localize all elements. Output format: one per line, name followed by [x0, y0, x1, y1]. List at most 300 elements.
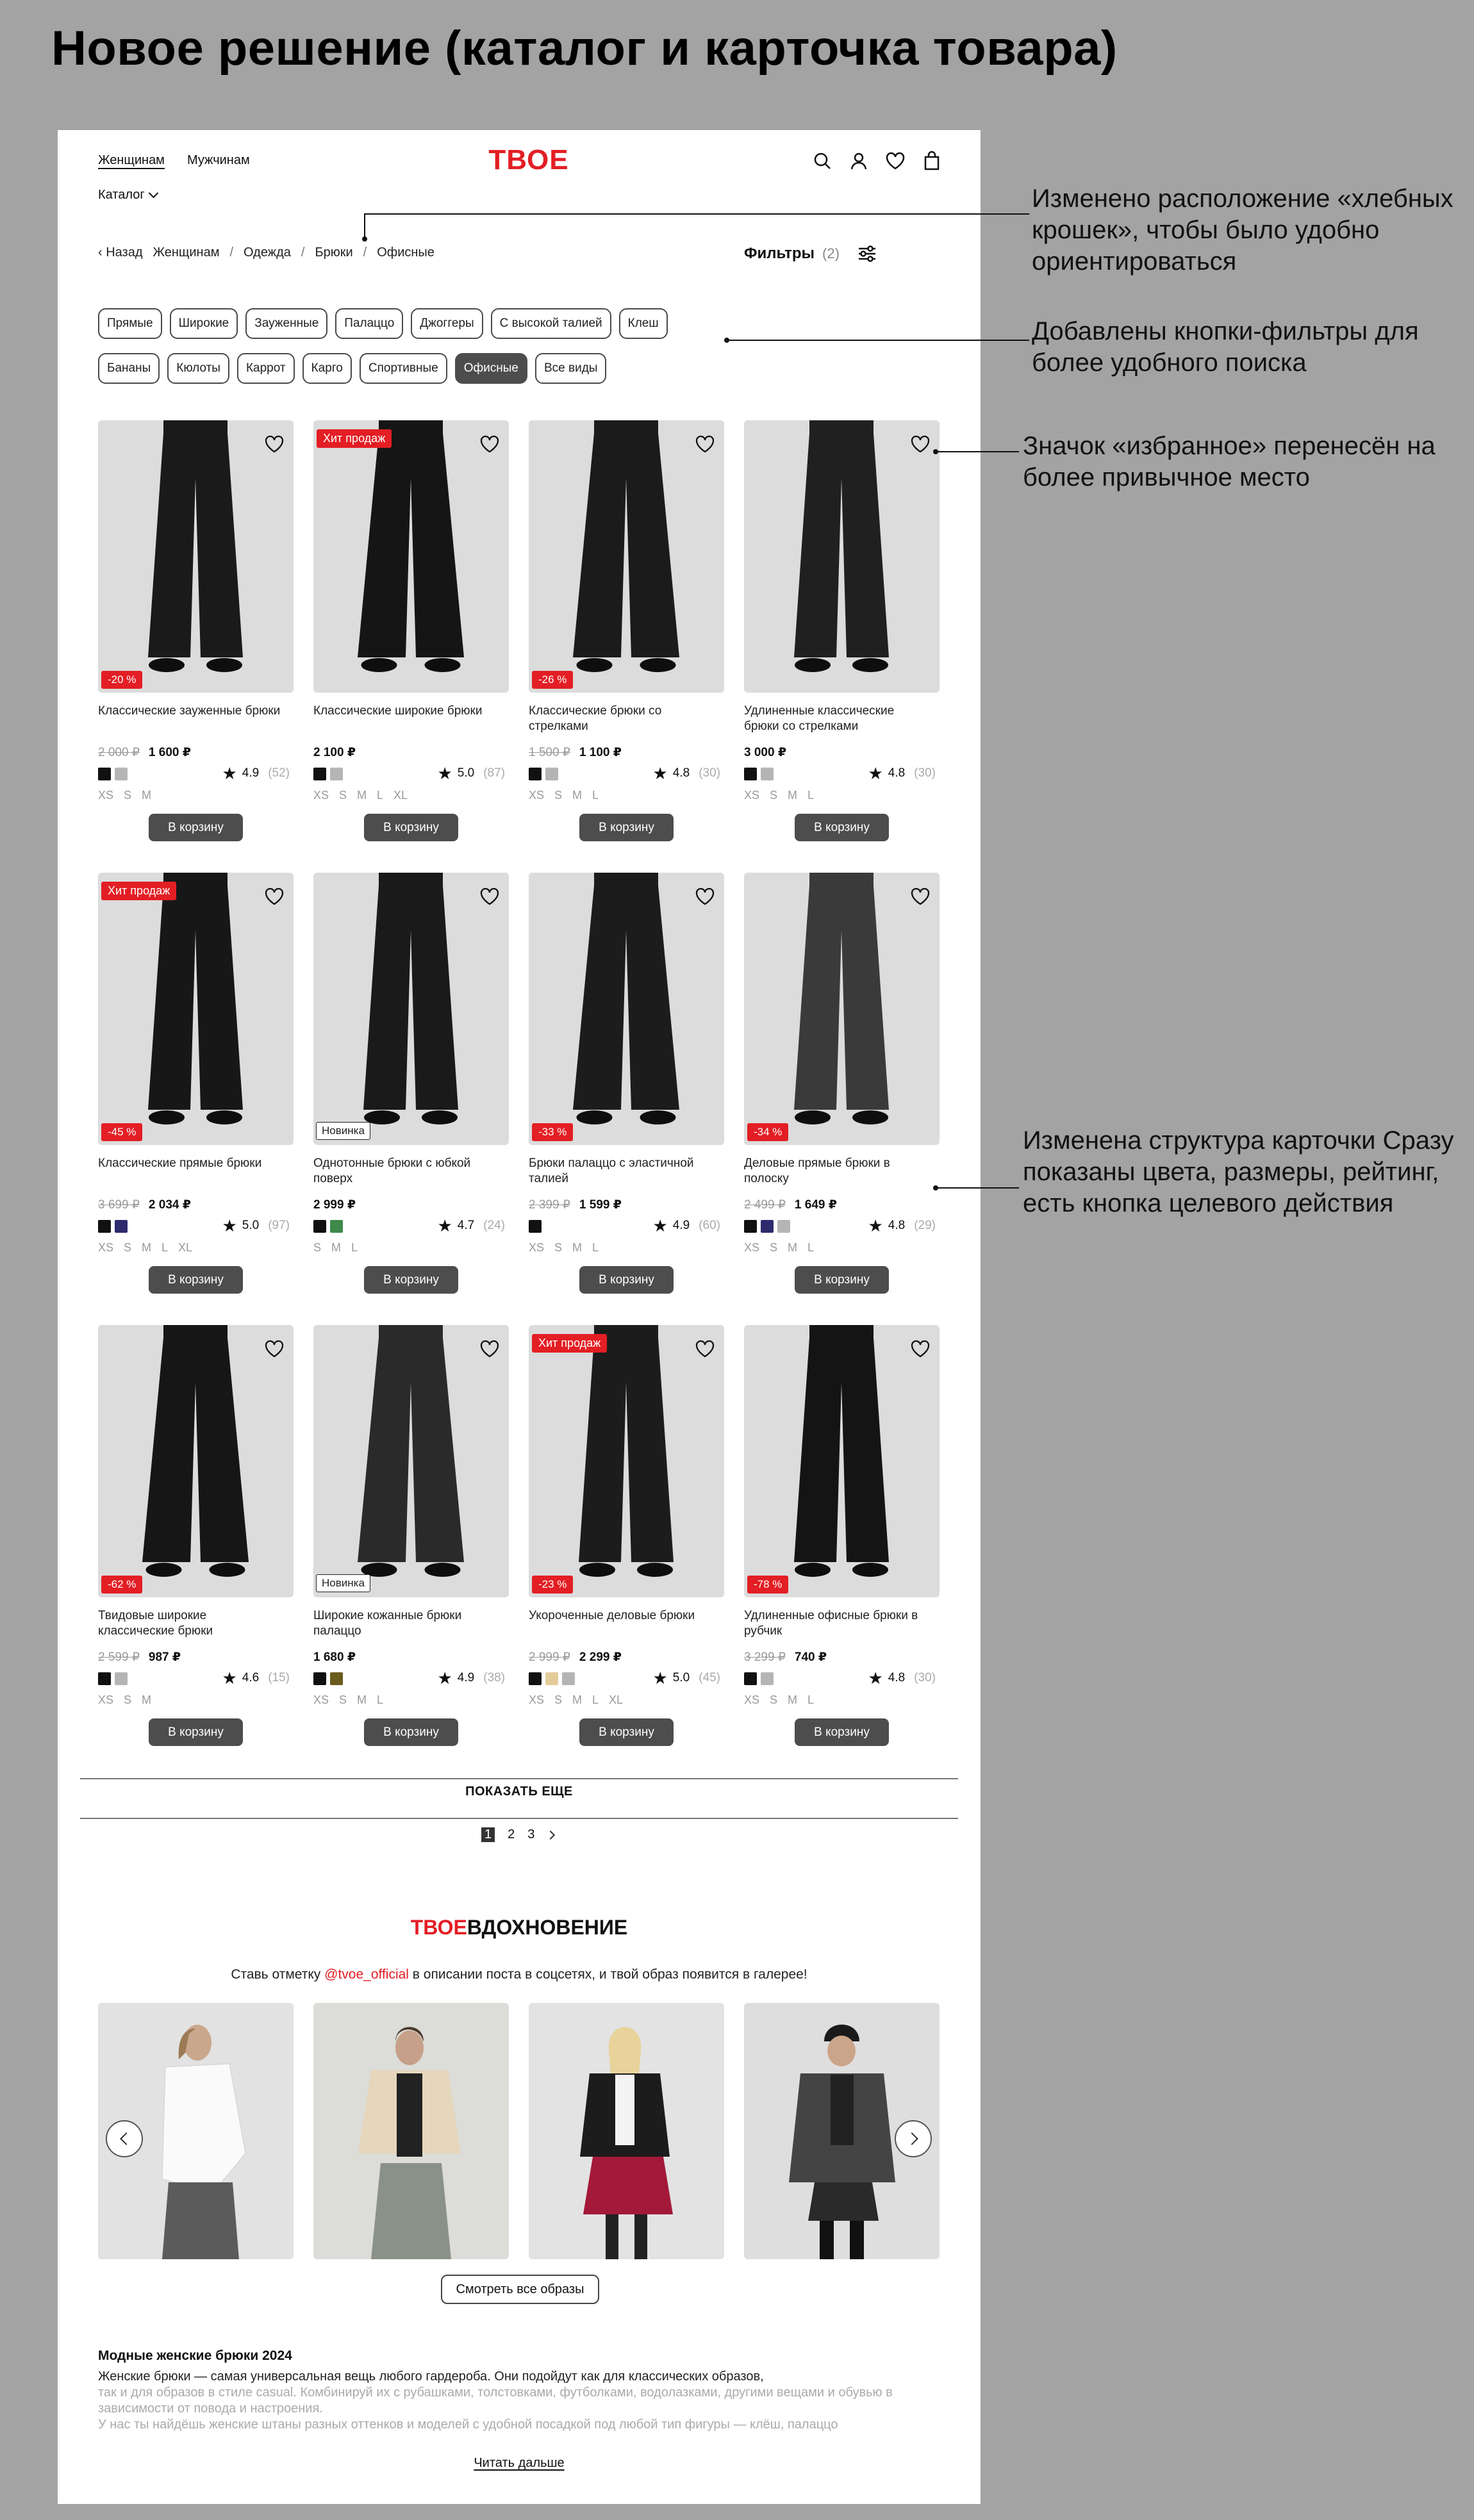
filter-chip[interactable]: Зауженные — [245, 308, 327, 339]
current-price: 2 999 ₽ — [313, 1198, 356, 1212]
size-option[interactable]: L — [377, 789, 384, 802]
rating-value: 5.0 — [242, 1219, 260, 1232]
pagination — [481, 1827, 554, 1842]
rating-value: 4.8 — [888, 766, 906, 780]
size-list — [744, 789, 814, 802]
color-swatches — [744, 1220, 790, 1233]
size-option[interactable]: L — [377, 1693, 384, 1706]
filter-chip[interactable]: Кюлоты — [167, 353, 229, 384]
nav-women[interactable]: Женщинам — [98, 153, 165, 167]
current-price: 2 100 ₽ — [313, 746, 356, 759]
size-list — [98, 1693, 151, 1707]
current-price: 1 680 ₽ — [313, 1651, 356, 1664]
rating-value: 4.8 — [888, 1219, 906, 1232]
filter-chip[interactable]: Джоггеры — [411, 308, 483, 339]
color-swatch[interactable] — [330, 768, 343, 780]
discount-badge: -23 % — [532, 1576, 573, 1594]
product-photo[interactable] — [98, 873, 294, 1145]
color-swatch[interactable] — [529, 1220, 542, 1233]
product-name[interactable]: Широкие кожанные брюки палаццо — [313, 1609, 462, 1638]
review-count: (30) — [914, 766, 936, 780]
filter-chip[interactable]: Все виды — [535, 353, 606, 384]
product-name[interactable]: Классические зауженные брюки — [98, 704, 281, 718]
product-photo[interactable] — [744, 1325, 940, 1597]
star-icon: ★ — [222, 1668, 237, 1688]
size-list — [98, 789, 151, 802]
breadcrumb-item[interactable]: Одежда — [244, 245, 291, 259]
size-list — [313, 789, 408, 802]
product-rating — [222, 1216, 290, 1235]
product-card[interactable] — [529, 873, 724, 1325]
favorite-heart-icon[interactable] — [910, 1339, 931, 1358]
color-swatch[interactable] — [562, 1672, 575, 1685]
size-option[interactable]: XL — [393, 789, 408, 802]
color-swatch[interactable] — [777, 1220, 790, 1233]
filters-button[interactable] — [744, 243, 878, 265]
color-swatch[interactable] — [115, 1672, 128, 1685]
breadcrumb-back[interactable]: ‹ Назад — [98, 245, 143, 259]
favorite-heart-icon[interactable] — [264, 434, 285, 454]
add-to-cart-button[interactable]: В корзину — [579, 1718, 674, 1746]
size-option[interactable]: M — [572, 789, 583, 802]
product-card[interactable] — [529, 420, 724, 873]
old-price: 1 500 ₽ — [529, 746, 570, 759]
size-option[interactable]: XL — [178, 1241, 193, 1254]
size-list — [744, 1693, 814, 1707]
star-icon: ★ — [652, 1668, 668, 1688]
rating-value: 4.9 — [242, 766, 260, 780]
product-card[interactable] — [98, 1325, 294, 1777]
gallery-prev-button[interactable] — [106, 2120, 143, 2157]
star-icon: ★ — [437, 1668, 452, 1688]
annotation-favorite: Значок «избранное» перенесён на более привычное место — [1023, 432, 1436, 491]
product-name[interactable]: Классические брюки со стрелками — [529, 704, 662, 733]
filter-chip[interactable]: Палаццо — [335, 308, 403, 339]
product-photo[interactable] — [529, 420, 724, 693]
color-swatch[interactable] — [313, 1672, 326, 1685]
product-card[interactable] — [744, 420, 940, 873]
product-rating — [222, 764, 290, 783]
add-to-cart-button[interactable]: В корзину — [795, 1718, 889, 1746]
old-price: 2 499 ₽ — [744, 1198, 786, 1212]
product-prices — [529, 1198, 622, 1212]
page-heading: Новое решение (каталог и карточка товара) — [51, 21, 1118, 76]
size-option[interactable]: M — [788, 1693, 798, 1706]
size-option[interactable]: S — [770, 1693, 778, 1706]
catalog-dropdown[interactable] — [98, 188, 157, 202]
divider — [80, 1818, 958, 1819]
breadcrumb-item[interactable]: Женщинам — [153, 245, 220, 259]
size-option[interactable]: S — [770, 1241, 778, 1254]
new-badge: Новинка — [316, 1122, 370, 1140]
product-card[interactable] — [313, 420, 509, 873]
product-name[interactable]: Удлиненные классические брюки со стрелками — [744, 704, 895, 733]
size-option[interactable]: S — [313, 1241, 322, 1254]
add-to-cart-button[interactable]: В корзину — [795, 1266, 889, 1294]
add-to-cart-button[interactable]: В корзину — [364, 1718, 458, 1746]
rating-value: 4.7 — [457, 1219, 475, 1232]
size-option[interactable]: XS — [98, 1693, 114, 1706]
product-image — [744, 873, 940, 1145]
review-count: (60) — [699, 1219, 720, 1232]
color-swatches — [98, 768, 128, 780]
product-photo[interactable] — [98, 420, 294, 693]
hit-badge: Хит продаж — [101, 882, 176, 900]
header-icons — [812, 151, 942, 171]
product-rating — [222, 1668, 290, 1688]
top-nav — [98, 153, 250, 168]
size-option[interactable]: S — [124, 1693, 132, 1706]
color-swatch[interactable] — [330, 1672, 343, 1685]
product-prices — [98, 1650, 181, 1665]
instagram-handle[interactable]: @tvoe_official — [324, 1967, 409, 1982]
size-option[interactable]: L — [807, 789, 815, 802]
breadcrumb-separator: / — [363, 245, 367, 259]
size-option[interactable]: L — [807, 1241, 815, 1254]
product-image — [98, 420, 294, 693]
old-price: 3 699 ₽ — [98, 1198, 140, 1212]
size-option[interactable]: S — [554, 1693, 563, 1706]
gallery-next-button[interactable] — [895, 2120, 932, 2157]
add-to-cart-button[interactable]: В корзину — [795, 814, 889, 841]
product-name[interactable]: Классические широкие брюки — [313, 704, 483, 718]
product-image — [529, 1325, 724, 1597]
product-card[interactable] — [529, 1325, 724, 1777]
add-to-cart-button[interactable]: В корзину — [149, 1718, 243, 1746]
filters-label: Фильтры — [744, 245, 815, 262]
size-option[interactable]: M — [331, 1241, 342, 1254]
product-rating — [437, 1668, 505, 1688]
product-name[interactable]: Твидовые широкие классические брюки — [98, 1609, 213, 1638]
review-count: (30) — [914, 1671, 936, 1684]
current-price: 1 599 ₽ — [579, 1198, 622, 1212]
filter-chip[interactable]: Клеш — [619, 308, 668, 339]
size-option[interactable]: S — [554, 789, 563, 802]
breadcrumb-item[interactable]: Брюки — [315, 245, 353, 259]
rating-value: 4.8 — [888, 1671, 906, 1684]
size-option[interactable]: XS — [744, 1693, 760, 1706]
user-icon[interactable] — [849, 151, 869, 171]
size-list — [529, 789, 599, 802]
product-prices — [744, 1198, 837, 1212]
favorite-heart-icon[interactable] — [695, 1339, 715, 1358]
current-price: 987 ₽ — [148, 1651, 181, 1664]
current-price: 3 000 ₽ — [744, 746, 787, 759]
product-card[interactable] — [98, 873, 294, 1325]
product-prices — [313, 1650, 356, 1665]
filter-chips-row-1 — [98, 308, 739, 339]
current-price: 1 649 ₽ — [794, 1198, 837, 1212]
star-icon: ★ — [652, 1216, 668, 1235]
product-prices — [98, 1198, 191, 1212]
product-name[interactable]: Деловые прямые брюки в полоску — [744, 1157, 890, 1185]
product-photo[interactable] — [313, 420, 509, 693]
logo[interactable]: ТВОЕ — [488, 144, 569, 176]
all-looks-button[interactable]: Смотреть все образы — [441, 2275, 599, 2304]
chevron-down-icon — [148, 188, 158, 199]
review-count: (38) — [483, 1671, 505, 1684]
favorite-heart-icon[interactable] — [479, 434, 500, 454]
size-option[interactable]: L — [592, 789, 599, 802]
size-option[interactable]: XS — [313, 789, 329, 802]
rating-value: 5.0 — [672, 1671, 690, 1684]
page-current[interactable]: 1 — [481, 1827, 495, 1842]
filter-chip[interactable]: Каррот — [237, 353, 295, 384]
product-photo[interactable] — [529, 1325, 724, 1597]
filter-chip[interactable]: Спортивные — [360, 353, 447, 384]
size-option[interactable]: M — [357, 789, 367, 802]
size-option[interactable]: M — [572, 1693, 583, 1706]
product-prices — [313, 745, 356, 760]
show-more-button[interactable]: ПОКАЗАТЬ ЕЩЕ — [465, 1784, 573, 1799]
annotation-line — [726, 340, 1029, 341]
color-swatch[interactable] — [545, 768, 558, 780]
size-option[interactable]: L — [592, 1693, 599, 1706]
discount-badge: -34 % — [747, 1123, 788, 1141]
size-option[interactable]: XS — [313, 1693, 329, 1706]
color-swatches — [98, 1672, 128, 1685]
seo-title: Модные женские брюки 2024 — [98, 2348, 292, 2363]
size-option[interactable]: XS — [98, 789, 114, 802]
size-list — [529, 1241, 599, 1255]
review-count: (30) — [699, 766, 720, 780]
size-option[interactable]: XS — [744, 789, 760, 802]
product-name[interactable]: Брюки палаццо с эластичной талией — [529, 1157, 694, 1185]
rating-value: 4.6 — [242, 1671, 260, 1684]
product-name[interactable]: Укороченные деловые брюки — [529, 1609, 695, 1622]
color-swatch[interactable] — [115, 1220, 128, 1233]
color-swatch[interactable] — [761, 768, 774, 780]
product-image — [313, 420, 509, 693]
add-to-cart-button[interactable]: В корзину — [364, 814, 458, 841]
size-option[interactable]: M — [142, 789, 152, 802]
size-option[interactable]: XS — [529, 1693, 545, 1706]
star-icon: ★ — [222, 1216, 237, 1235]
size-option[interactable]: M — [788, 789, 798, 802]
color-swatch[interactable] — [98, 1220, 111, 1233]
size-option[interactable]: M — [357, 1693, 367, 1706]
hit-badge: Хит продаж — [317, 429, 392, 448]
size-option[interactable]: XS — [529, 1241, 545, 1254]
add-to-cart-button[interactable]: В корзину — [149, 814, 243, 841]
product-photo[interactable] — [313, 873, 509, 1145]
product-image — [313, 873, 509, 1145]
size-option[interactable]: XL — [609, 1693, 624, 1706]
size-option[interactable]: M — [142, 1241, 152, 1254]
search-icon[interactable] — [812, 151, 832, 171]
color-swatch[interactable] — [98, 768, 111, 780]
new-badge: Новинка — [316, 1574, 370, 1592]
favorite-heart-icon[interactable] — [695, 887, 715, 906]
add-to-cart-button[interactable]: В корзину — [579, 1266, 674, 1294]
annotation-line — [364, 213, 365, 239]
product-rating — [868, 1216, 936, 1235]
size-option[interactable]: S — [770, 789, 778, 802]
review-count: (87) — [483, 766, 505, 780]
chevron-right-icon[interactable] — [546, 1830, 555, 1839]
current-price: 1 600 ₽ — [148, 746, 191, 759]
favorite-heart-icon[interactable] — [695, 434, 715, 454]
size-option[interactable]: S — [339, 789, 347, 802]
gallery-image[interactable] — [313, 2003, 509, 2259]
star-icon: ★ — [437, 1216, 452, 1235]
color-swatch[interactable] — [313, 768, 326, 780]
nav-men[interactable]: Мужчинам — [186, 153, 250, 167]
filter-chip-active[interactable]: Офисные — [455, 353, 527, 384]
discount-badge: -20 % — [101, 671, 142, 689]
discount-badge: -78 % — [747, 1576, 788, 1594]
inspiration-gallery — [98, 2003, 940, 2259]
product-prices — [529, 745, 622, 760]
size-list — [744, 1241, 814, 1255]
product-photo[interactable] — [744, 873, 940, 1145]
size-option[interactable]: XS — [98, 1241, 114, 1254]
review-count: (15) — [268, 1671, 290, 1684]
color-swatches — [98, 1220, 128, 1233]
discount-badge: -33 % — [532, 1123, 573, 1141]
old-price: 2 000 ₽ — [98, 746, 140, 759]
color-swatch[interactable] — [744, 768, 757, 780]
favorite-heart-icon[interactable] — [479, 1339, 500, 1358]
size-option[interactable]: S — [124, 789, 132, 802]
old-price: 2 399 ₽ — [529, 1198, 570, 1212]
star-icon: ★ — [868, 1668, 883, 1688]
star-icon: ★ — [222, 764, 237, 783]
page-link[interactable]: 2 — [508, 1827, 515, 1841]
product-prices — [744, 745, 786, 760]
filter-chip[interactable]: Прямые — [98, 308, 162, 339]
color-swatch[interactable] — [313, 1220, 326, 1233]
color-swatch[interactable] — [529, 768, 542, 780]
color-swatch[interactable] — [545, 1672, 558, 1685]
seo-text-faded: так и для образов в стиле casual. Комбинируй их с рубашками, толстовками, футболками, водолазками, другими вещами и обувью в зависимости от повода и настроения. У нас ты найдёшь женские штаны разных оттенков и моделей с удобной посадкой под любой тип фигуры — клёш, палаццо — [98, 2385, 893, 2432]
color-swatch[interactable] — [744, 1220, 757, 1233]
favorite-heart-icon[interactable] — [910, 434, 931, 454]
product-image — [98, 1325, 294, 1597]
add-to-cart-button[interactable]: В корзину — [579, 814, 674, 841]
product-photo[interactable] — [98, 1325, 294, 1597]
hit-badge: Хит продаж — [532, 1334, 607, 1353]
product-name[interactable]: Однотонные брюки с юбкой поверх — [313, 1157, 471, 1185]
current-price: 1 100 ₽ — [579, 746, 622, 759]
breadcrumb — [98, 245, 435, 260]
size-option[interactable]: M — [572, 1241, 583, 1254]
size-list — [98, 1241, 192, 1255]
product-grid — [98, 420, 940, 1777]
filter-chip[interactable]: Широкие — [170, 308, 238, 339]
annotation-dot — [362, 236, 367, 242]
discount-badge: -45 % — [101, 1123, 142, 1141]
discount-badge: -26 % — [532, 671, 573, 689]
product-rating — [652, 1668, 720, 1688]
color-swatch[interactable] — [115, 768, 128, 780]
color-swatch[interactable] — [529, 1672, 542, 1685]
product-card[interactable] — [313, 1325, 509, 1777]
color-swatches — [744, 768, 774, 780]
filter-chip[interactable]: Карго — [302, 353, 352, 384]
color-swatch[interactable] — [761, 1672, 774, 1685]
review-count: (52) — [268, 766, 290, 780]
current-price: 2 299 ₽ — [579, 1651, 622, 1664]
filter-chip[interactable]: Бананы — [98, 353, 160, 384]
add-to-cart-button[interactable]: В корзину — [149, 1266, 243, 1294]
size-option[interactable]: L — [807, 1693, 815, 1706]
heart-icon[interactable] — [885, 151, 906, 171]
filter-chip[interactable]: С высокой талией — [491, 308, 611, 339]
discount-badge: -62 % — [101, 1576, 142, 1594]
product-prices — [529, 1650, 622, 1665]
annotation-dot — [933, 1185, 938, 1190]
size-option[interactable]: L — [161, 1241, 169, 1254]
size-option[interactable]: XS — [744, 1241, 760, 1254]
favorite-heart-icon[interactable] — [264, 887, 285, 906]
sliders-icon — [856, 243, 878, 265]
catalog-page — [58, 130, 981, 2504]
size-option[interactable]: S — [339, 1693, 347, 1706]
size-option[interactable]: M — [788, 1241, 798, 1254]
size-option[interactable]: L — [592, 1241, 599, 1254]
add-to-cart-button[interactable]: В корзину — [364, 1266, 458, 1294]
favorite-heart-icon[interactable] — [910, 887, 931, 906]
size-option[interactable]: XS — [529, 789, 545, 802]
size-option[interactable]: S — [554, 1241, 563, 1254]
product-image — [313, 1325, 509, 1597]
seo-text — [98, 2369, 931, 2433]
filters-count: (2) — [822, 245, 840, 261]
product-photo[interactable] — [744, 420, 940, 693]
product-name[interactable]: Удлиненные офисные брюки в рубчик — [744, 1609, 918, 1638]
rating-value: 5.0 — [457, 766, 475, 780]
star-icon: ★ — [437, 764, 452, 783]
page-link[interactable]: 3 — [527, 1827, 535, 1841]
product-prices — [744, 1650, 827, 1665]
product-image — [98, 873, 294, 1145]
color-swatches — [313, 768, 343, 780]
gallery-image[interactable] — [529, 2003, 724, 2259]
product-card[interactable] — [744, 873, 940, 1325]
product-photo[interactable] — [313, 1325, 509, 1597]
color-swatches — [529, 1672, 575, 1685]
size-option[interactable]: L — [351, 1241, 358, 1254]
read-more-link[interactable]: Читать дальше — [474, 2456, 565, 2470]
product-rating — [437, 1216, 505, 1235]
color-swatch[interactable] — [761, 1220, 774, 1233]
rating-value: 4.9 — [672, 1219, 690, 1232]
product-photo[interactable] — [529, 873, 724, 1145]
product-card[interactable] — [313, 873, 509, 1325]
product-name[interactable]: Классические прямые брюки — [98, 1157, 262, 1170]
product-card[interactable] — [98, 420, 294, 873]
color-swatch[interactable] — [744, 1672, 757, 1685]
favorite-heart-icon[interactable] — [479, 887, 500, 906]
product-image — [529, 420, 724, 693]
color-swatch[interactable] — [98, 1672, 111, 1685]
favorite-heart-icon[interactable] — [264, 1339, 285, 1358]
catalog-label: Каталог — [98, 188, 145, 202]
size-option[interactable]: S — [124, 1241, 132, 1254]
size-option[interactable]: M — [142, 1693, 152, 1706]
product-prices — [313, 1198, 356, 1212]
seo-text-line: Женские брюки — самая универсальная вещь любого гардероба. Они подойдут как для классических образов, — [98, 2369, 764, 2384]
bag-icon[interactable] — [922, 151, 942, 171]
rating-value: 4.9 — [457, 1671, 475, 1684]
product-card[interactable] — [744, 1325, 940, 1777]
color-swatch[interactable] — [330, 1220, 343, 1233]
size-list — [313, 1693, 383, 1707]
product-image — [744, 1325, 940, 1597]
annotation-line — [364, 213, 1029, 215]
product-image — [529, 873, 724, 1145]
